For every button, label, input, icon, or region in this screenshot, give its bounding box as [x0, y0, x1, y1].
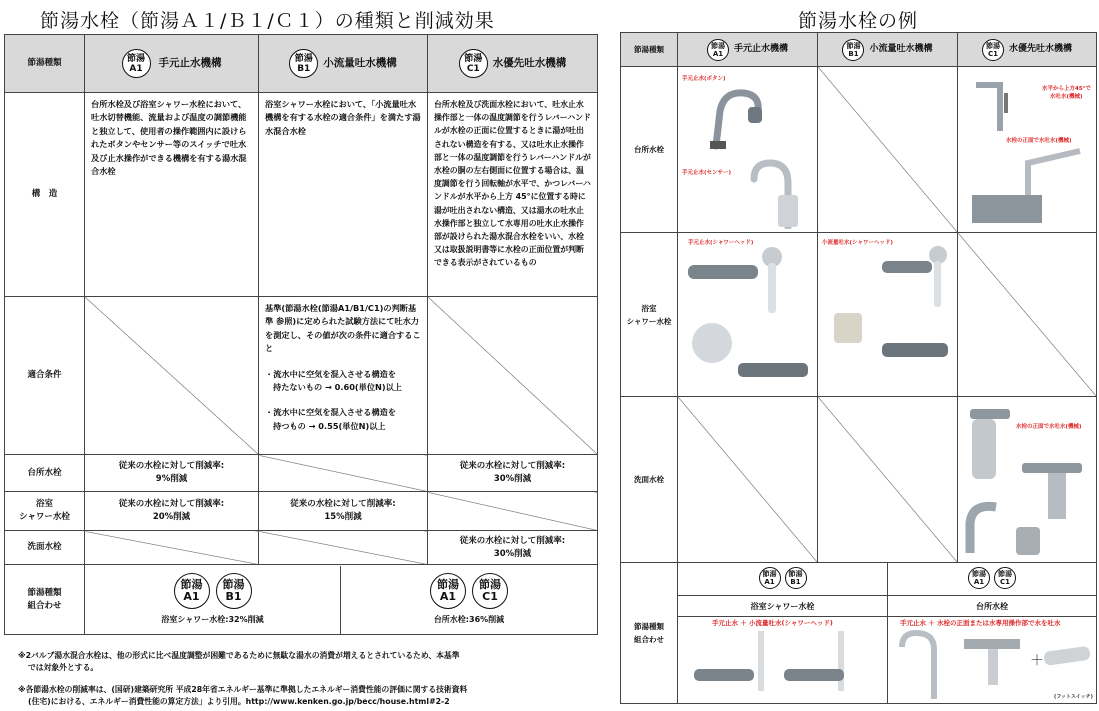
ex-row-wash-label: 洗面水栓 — [621, 397, 678, 563]
note-2: ※各節湯水栓の削減率は、(国研)建築研究所 平成28年省エネルギー基準に準拠したエネルギー消費性能の評価に関する技術資料 (住宅)における、エネルギー消費性能の算定方法」より引用。http://www.kenken.go.jp/becc/house.html#2-2 — [18, 685, 468, 706]
combo-left-caption: 浴室シャワー水栓:32%削減 — [161, 615, 264, 624]
header-a1: 節湯 A1 手元止水機構 — [85, 49, 258, 78]
row-bath-label: 浴室 シャワー水栓 — [5, 492, 85, 531]
ex-combo-c1-icon: 節湯 C1 — [994, 567, 1016, 589]
ex-badge-b1-icon: 節湯 B1 — [842, 39, 864, 61]
svg-text:＋: ＋ — [1030, 653, 1044, 669]
combo-c1-icon: 節湯 C1 — [472, 573, 508, 609]
reduction-table — [4, 34, 598, 635]
conditions-b1: 基準(節湯水栓(節湯A1/B1/C1)の判断基準 参照)に定められた試験方法にて吐水力を測定し、その値が次の条件に適合すること ・流水中に空気を混入させる構造を 持たないもの → 0.60(単位N)以上 ・流水中に空気を混入させる構造を 持つもの → 0.55(単位N)以上 — [259, 297, 428, 455]
wash-a1-empty — [85, 531, 259, 565]
badge-a1-icon: 節湯 A1 — [122, 49, 151, 78]
examples-table — [620, 32, 1097, 704]
header-category: 節湯種類 — [5, 35, 85, 93]
row-conditions-label: 適合条件 — [5, 297, 85, 455]
combo-shower-image — [688, 629, 878, 701]
ex-header-category: 節湯種類 — [621, 33, 678, 67]
ex-kitchen-b1-empty — [818, 67, 958, 233]
ex-combo-right-title: 台所水栓 — [888, 595, 1096, 613]
ex-combo-right-red: 手元止水 ＋ 水栓の正面または水専用操作部で水を吐水 — [900, 619, 1061, 627]
wash-b1-empty — [259, 531, 428, 565]
kitchen-a1: 従来の水栓に対して削減率: 9%削減 — [85, 455, 259, 492]
right-title: 節湯水栓の例 — [798, 10, 919, 32]
ex-combo-a1-icon: 節湯 A1 — [968, 567, 990, 589]
faucet-lever-image — [964, 73, 1040, 133]
bath-a1: 従来の水栓に対して削減率: 20%削減 — [85, 492, 259, 531]
shower-set-b1-image — [822, 243, 954, 393]
bath-b1: 従来の水栓に対して削減率: 15%削減 — [259, 492, 428, 531]
ex-badge-c1-icon: 節湯 C1 — [982, 39, 1004, 61]
row-wash-label: 洗面水栓 — [5, 531, 85, 565]
ex-badge-a1-icon: 節湯 A1 — [707, 39, 729, 61]
ex-kitchen-c1: 水平から上方45°で 水吐水(機械) 水栓の正面で水吐水(機械) — [958, 67, 1097, 233]
ex-combo-left-title: 浴室シャワー水栓 — [678, 595, 887, 613]
row-combo-label: 節湯種類 組合わせ — [5, 565, 85, 635]
row-kitchen-label: 台所水栓 — [5, 455, 85, 492]
note-1: ※2バルブ湯水混合水栓は、他の形式に比べ温度調整が困難であるために無駄な湯水の消費が増えるとされているため、本基準 では対象外とする。 — [18, 651, 460, 672]
ex-header-a1: 節湯 A1 手元止水機構 — [678, 39, 817, 61]
ex-row-bath-label: 浴室 シャワー水栓 — [621, 233, 678, 397]
ex-wash-b1-empty — [818, 397, 958, 563]
faucet-pullout-image — [968, 143, 1094, 227]
faucet-sensor-image — [748, 155, 816, 229]
wash-c1: 従来の水栓に対して削減率: 30%削減 — [428, 531, 598, 565]
wash-faucets-image — [962, 403, 1094, 559]
conditions-a1-empty — [85, 297, 259, 455]
ex-wash-a1-empty — [678, 397, 818, 563]
combo-b1-icon: 節湯 B1 — [216, 573, 252, 609]
ex-kitchen-a1: 手元止水(ボタン) 手元止水(センサー) — [678, 67, 818, 233]
header-c1: 節湯 C1 水優先吐水機構 — [428, 49, 597, 78]
kitchen-b1-empty — [259, 455, 428, 492]
ex-row-kitchen-label: 台所水栓 — [621, 67, 678, 233]
structure-a1: 台所水栓及び浴室シャワー水栓において、吐水切替機能、流量および温度の調節機能と独立して、使用者の操作範囲内に設けられたボタンやセンサー等のスイッチで吐水及び止水操作ができる機構を有する湯水混合水栓 — [85, 93, 259, 297]
ex-combo-a1-icon: 節湯 A1 — [759, 567, 781, 589]
ex-wash-c1: 水栓の正面で水吐水(機械) — [958, 397, 1097, 563]
ex-foot-switch-label: (フットスイッチ) — [1054, 694, 1093, 700]
ex-bath-c1-empty — [958, 233, 1097, 397]
combo-left — [85, 566, 341, 634]
ex-combo-left — [678, 563, 888, 703]
faucet-button-image — [696, 81, 776, 151]
ex-bath-b1: 小流量吐水(シャワーヘッド) — [818, 233, 958, 397]
badge-b1-icon: 節湯 B1 — [289, 49, 318, 78]
row-structure-label: 構 造 — [5, 93, 85, 297]
kitchen-c1: 従来の水栓に対して削減率: 30%削減 — [428, 455, 598, 492]
ex-header-c1: 節湯 C1 水優先吐水機構 — [958, 39, 1096, 61]
ex-bath-a1: 手元止水(シャワーヘッド) — [678, 233, 818, 397]
ex-combo-left-red: 手元止水 ＋ 小流量吐水(シャワーヘッド) — [712, 619, 833, 627]
combo-right — [341, 566, 597, 634]
combo-a1-icon: 節湯 A1 — [174, 573, 210, 609]
combo-right-caption: 台所水栓:36%削減 — [433, 615, 505, 624]
ex-row-combo-label: 節湯種類 組合わせ — [621, 563, 678, 704]
left-title: 節湯水栓（節湯Ａ１/Ｂ１/Ｃ１）の種類と削減効果 — [40, 10, 495, 32]
ex-combo-right — [888, 563, 1096, 703]
structure-c1: 台所水栓及び洗面水栓において、吐水止水操作部と一体の温度調節を行うレバーハンドルが水栓の正面に位置するときに湯が吐出されない構造を有する、又は吐水止水操作部と一体の温度調節を行うレバーハンドルが水栓の胴の左右側面に位置する場合は、温度調節を行う回転軸が水平で、かつレバーハンドルが水平から上方 45°に位置する時に湯が吐出されない構造、又は湯水の吐水止水操作部と独立して水専用の吐水止水操作部が設けられた湯水混合水栓をいい、水栓又は取扱説明書等に水栓の正面位置が判断できる表示がされているもの — [428, 93, 598, 297]
combo-a1-icon: 節湯 A1 — [430, 573, 466, 609]
badge-c1-icon: 節湯 C1 — [459, 49, 488, 78]
header-b1: 節湯 B1 小流量吐水機構 — [259, 49, 427, 78]
ex-header-b1: 節湯 B1 小流量吐水機構 — [818, 39, 957, 61]
shower-set-a1-image — [682, 243, 814, 393]
structure-b1: 浴室シャワー水栓において、「小流量吐水機構を有する水栓の適合条件」を満たす湯水混合水栓 — [259, 93, 428, 297]
bath-c1-empty — [428, 492, 598, 531]
ex-combo-b1-icon: 節湯 B1 — [785, 567, 807, 589]
conditions-c1-empty — [428, 297, 598, 455]
